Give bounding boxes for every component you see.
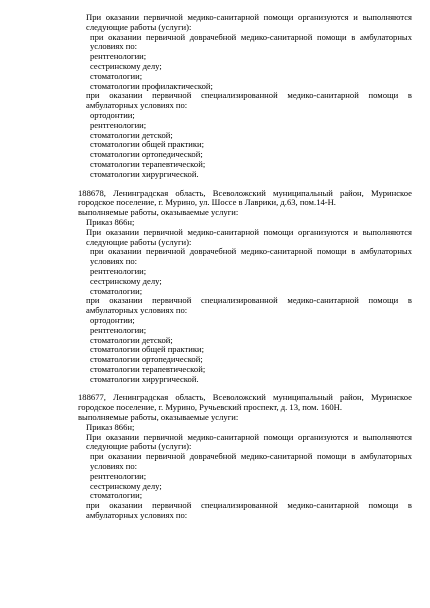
block1-special-intro: при оказании первичной специализированной медико-санитарной помощи в амбулаторных условиях по:: [86, 90, 412, 111]
block3-order: Приказ 866н;: [86, 421, 135, 432]
block2-special-item: ортодонтии;: [90, 314, 135, 325]
block1-doctor-item: сестринскому делу;: [90, 60, 162, 71]
block3-works-label: выполняемые работы, оказываемые услуги:: [78, 412, 239, 423]
block3-doctor-intro: при оказании первичной доврачебной медико-санитарной помощи в амбулаторных условиях по:: [90, 451, 412, 472]
block2-special-item: стоматологии ортопедической;: [90, 354, 203, 365]
block2-special-item: стоматологии хирургической.: [90, 373, 199, 384]
block3-doctor-item: рентгенологии;: [90, 470, 147, 481]
block2-special-item: рентгенологии;: [90, 324, 147, 335]
block3-special-intro: при оказании первичной специализированной медико-санитарной помощи в амбулаторных условиях по:: [86, 500, 412, 521]
block3-address: 188677, Ленинградская область, Всеволожский муниципальный район, Муринское городское поселение, г. Мурино, Ручьевский проспект, д. 13, пом. 160Н.: [78, 392, 412, 413]
block1-special-item: ортодонтии;: [90, 109, 135, 120]
block2-order: Приказ 866н;: [86, 216, 135, 227]
block2-address: 188678, Ленинградская область, Всеволожский муниципальный район, Муринское городское поселение, г. Мурино, ул. Шоссе в Лаврики, д.63, пом.14-Н.: [78, 187, 412, 208]
block2-works-label: выполняемые работы, оказываемые услуги:: [78, 207, 239, 218]
block2-doctor-item: рентгенологии;: [90, 265, 147, 276]
block2-doctor-item: сестринскому делу;: [90, 275, 162, 286]
block2-special-item: стоматологии детской;: [90, 334, 173, 345]
block1-special-item: стоматологии общей практики;: [90, 139, 204, 150]
block2-special-item: стоматологии общей практики;: [90, 344, 204, 355]
block1-special-item: рентгенологии;: [90, 119, 147, 130]
block1-special-item: стоматологии терапевтической;: [90, 158, 206, 169]
block3-intro: При оказании первичной медико-санитарной помощи организуются и выполняются следующие работы (услуги):: [86, 431, 412, 452]
block1-special-item: стоматологии детской;: [90, 129, 173, 140]
block2-doctor-item: стоматологии;: [90, 285, 143, 296]
block1-special-item: стоматологии ортопедической;: [90, 149, 203, 160]
block3-doctor-item: сестринскому делу;: [90, 480, 162, 491]
block2-intro: При оказании первичной медико-санитарной помощи организуются и выполняются следующие работы (услуги):: [86, 226, 412, 247]
block1-intro: При оказании первичной медико-санитарной помощи организуются и выполняются следующие работы (услуги):: [86, 12, 412, 32]
block1-doctor-item: стоматологии;: [90, 70, 143, 81]
block1-doctor-item: стоматологии профилактической;: [90, 80, 213, 91]
block3-doctor-item: стоматологии;: [90, 490, 143, 501]
block1-special-item: стоматологии хирургической.: [90, 168, 199, 179]
block1-doctor-intro: при оказании первичной доврачебной медико-санитарной помощи в амбулаторных условиях по:: [90, 31, 412, 52]
document-page: [78, 13, 412, 521]
block2-special-item: стоматологии терапевтической;: [90, 363, 206, 374]
block1-doctor-item: рентгенологии;: [90, 51, 147, 62]
block2-doctor-intro: при оказании первичной доврачебной медико-санитарной помощи в амбулаторных условиях по:: [90, 246, 412, 267]
block2-special-intro: при оказании первичной специализированной медико-санитарной помощи в амбулаторных условиях по:: [86, 295, 412, 316]
